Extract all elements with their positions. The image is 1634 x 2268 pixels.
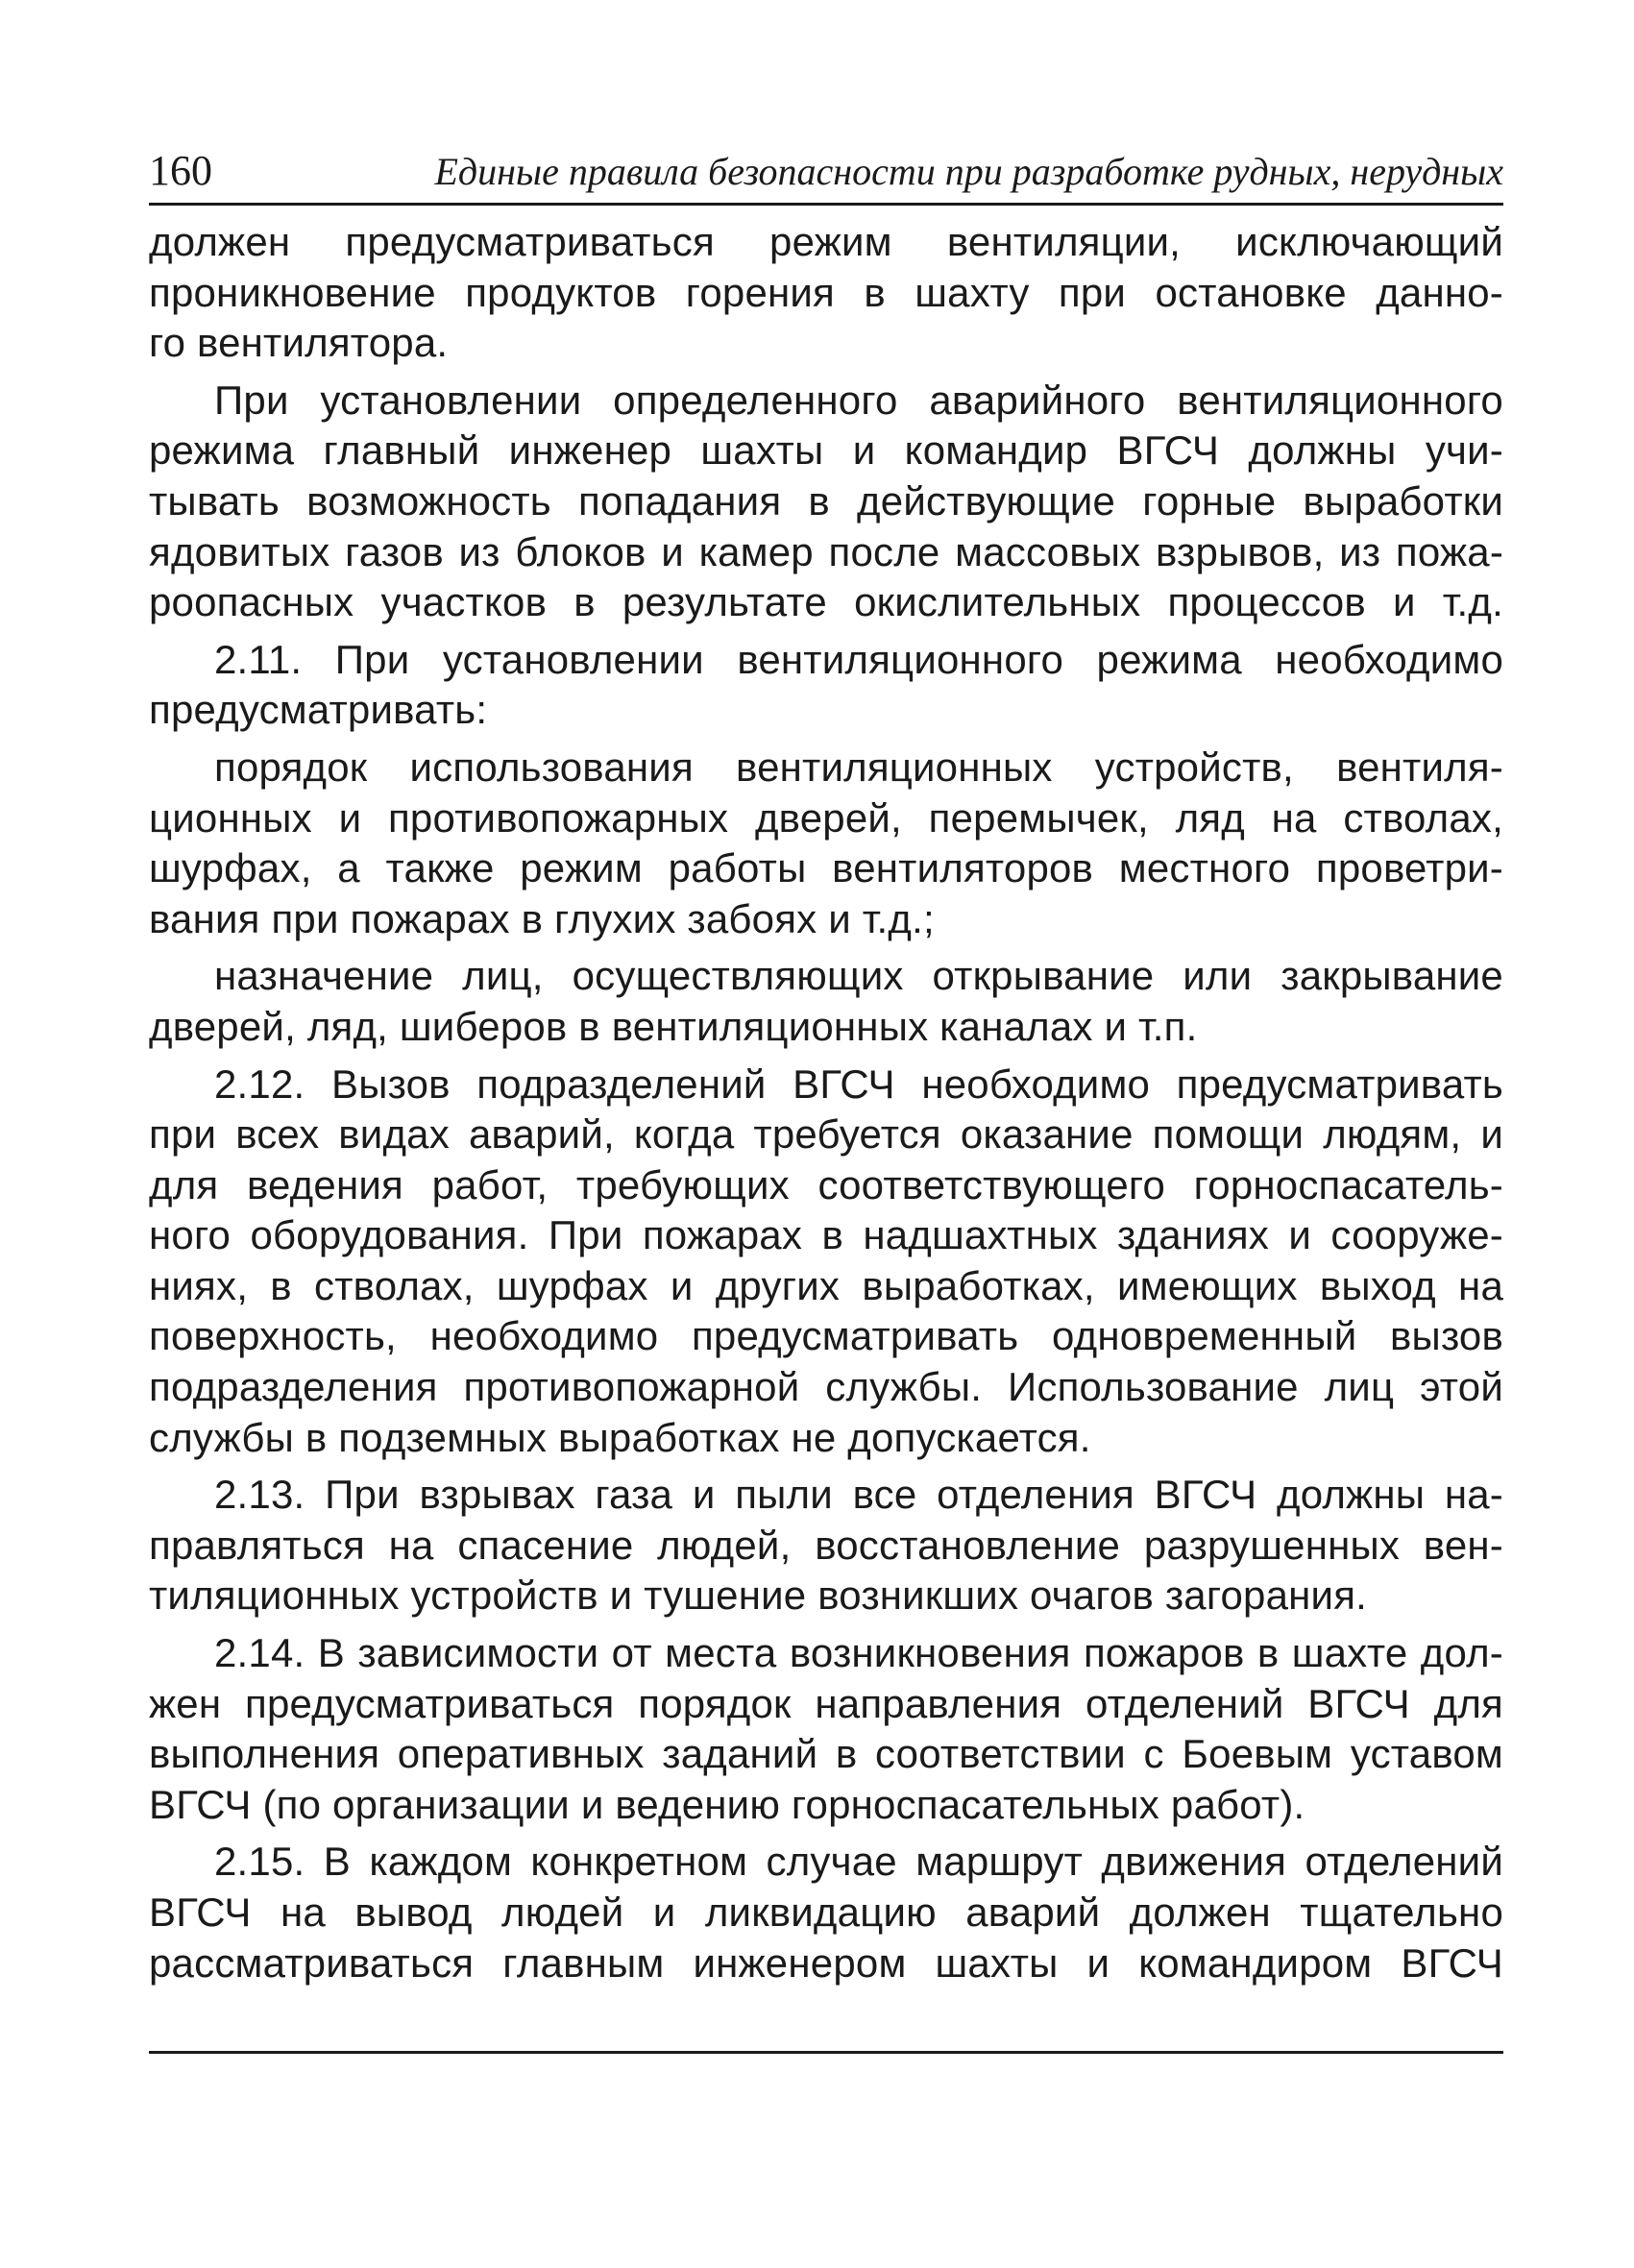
text-line: подразделения противопожарной службы. Использование лиц этой: [149, 1364, 1503, 1410]
text-line: должен предусматриваться режим вентиляции, исключающий: [149, 219, 1503, 264]
paragraph: [149, 743, 1503, 944]
text-line: ВГСЧ на вывод людей и ликвидацию аварий должен тщательно: [149, 1890, 1503, 1935]
text-line: выполнения оперативных заданий в соответствии с Боевым уставом: [149, 1731, 1503, 1777]
text-line: тиляционных устройств и тушение возникших очагов загорания.: [149, 1573, 1368, 1619]
text-line: го вентилятора.: [149, 320, 449, 366]
text-line: проникновение продуктов горения в шахту при остановке данно-: [149, 269, 1503, 315]
text-line: 2.11. При установлении вентиляционного режима необходимо: [214, 636, 1503, 682]
text-line: для ведения работ, требующих соответствующего горноспасатель-: [149, 1161, 1503, 1207]
text-line: 2.15. В каждом конкретном случае маршрут движения отделений: [214, 1839, 1503, 1885]
text-line: службы в подземных выработках не допускается.: [149, 1414, 1091, 1460]
text-line: ядовитых газов из блоков и камер после массовых взрывов, из пожа-: [149, 528, 1503, 574]
paragraph: [149, 376, 1503, 628]
paragraph: [149, 1060, 1503, 1464]
text-line: шурфах, а также режим работы вентиляторов местного проветри-: [149, 845, 1503, 891]
text-line: назначение лиц, осуществляющих открывание или закрывание: [214, 953, 1503, 999]
text-line: ниях, в стволах, шурфах и других выработках, имеющих выход на: [149, 1262, 1503, 1308]
text-line: тывать возможность попадания в действующие горные выработки: [149, 477, 1503, 524]
text-line: при всех видах аварий, когда требуется оказание помощи людям, и: [149, 1111, 1503, 1158]
paragraph: [149, 1628, 1503, 1830]
text-line: ного оборудования. При пожарах в надшахтных зданиях и сооруже-: [149, 1212, 1503, 1258]
text-line: рассматриваться главным инженером шахты и командиром ВГСЧ: [149, 1939, 1503, 1986]
text-line: При установлении определенного аварийного вентиляционного: [214, 377, 1503, 423]
text-line: 2.12. Вызов подразделений ВГСЧ необходимо предусматривать: [214, 1061, 1503, 1107]
text-line: правляться на спасение людей, восстановление разрушенных вен-: [149, 1522, 1503, 1568]
text-line: дверей, ляд, шиберов в вентиляционных каналах и т.п.: [149, 1003, 1198, 1049]
page-number: 160: [149, 147, 212, 194]
document-page: [149, 144, 1503, 1995]
body-text: [149, 217, 1503, 1988]
paragraph: [149, 1470, 1503, 1622]
paragraph: [149, 635, 1503, 736]
paragraph: [149, 951, 1503, 1052]
text-line: 2.13. При взрывах газа и пыли все отделения ВГСЧ должны на-: [214, 1472, 1503, 1518]
text-line: порядок использования вентиляционных устройств, вентиля-: [214, 744, 1503, 790]
text-line: режима главный инженер шахты и командир ВГСЧ должны учи-: [149, 427, 1503, 474]
paragraph: [149, 217, 1503, 369]
text-line: жен предусматриваться порядок направления отделений ВГСЧ для: [149, 1680, 1503, 1726]
text-line: ционных и противопожарных дверей, перемычек, ляд на стволах,: [149, 794, 1503, 841]
running-header: [149, 144, 1503, 206]
paragraph: [149, 1837, 1503, 1988]
text-line: предусматривать:: [149, 687, 488, 733]
text-line: поверхность, необходимо предусматривать одновременный вызов: [149, 1313, 1503, 1359]
running-title: Единые правила безопасности при разработке рудных, нерудных: [434, 150, 1503, 193]
text-line: роопасных участков в результате окислительных процессов и т.д.: [149, 579, 1503, 625]
text-line: вания при пожарах в глухих забоях и т.д.;: [149, 895, 935, 941]
text-line: 2.14. В зависимости от места возникновения пожаров в шахте дол-: [214, 1630, 1503, 1676]
text-line: ВГСЧ (по организации и ведению горноспасательных работ).: [149, 1781, 1305, 1827]
bottom-rule: [149, 2051, 1503, 2054]
